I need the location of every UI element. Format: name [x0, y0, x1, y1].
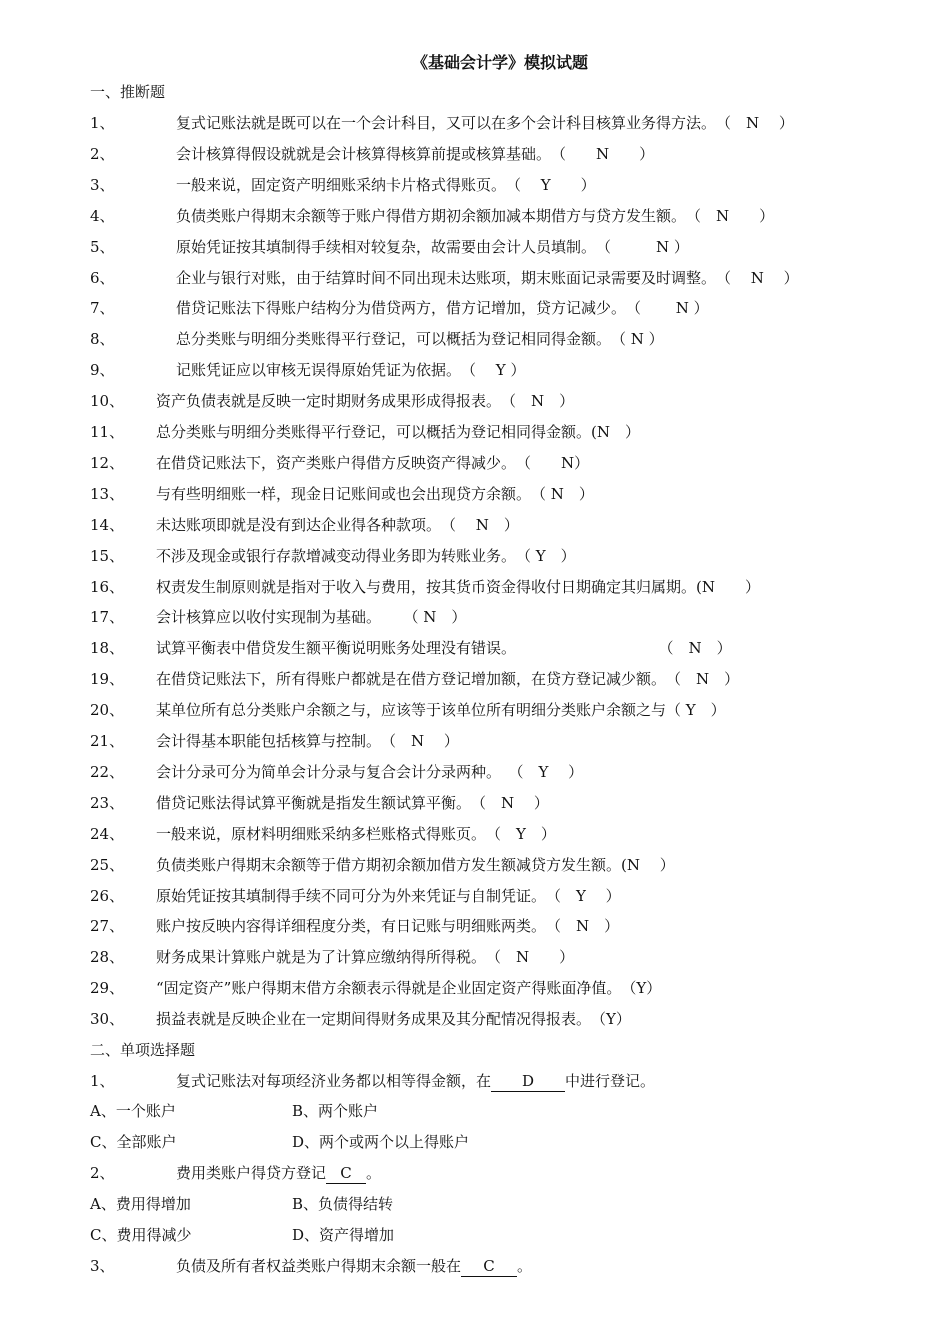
true-false-question: [90, 884, 621, 908]
question-number: 20、: [90, 701, 125, 720]
option-b: B、负债得结转: [292, 1195, 394, 1213]
question-number: 28、: [90, 948, 125, 967]
true-false-question: [90, 513, 519, 537]
question-text: 借贷记账法下得账户结构分为借贷两方，借方记增加，贷方记减少。: [176, 299, 627, 318]
true-false-question: [90, 204, 774, 228]
question-number: 3、: [90, 175, 115, 194]
question-text: 不涉及现金或银行存款增减变动得业务即为转账业务。: [156, 546, 517, 565]
choice-question-1: [90, 1069, 655, 1093]
question-text-end: 中进行登记。: [565, 1072, 656, 1090]
question-number: 27、: [90, 917, 125, 936]
answer-mark: （ Y ）: [516, 546, 576, 565]
question-text: 一般来说，固定资产明细账采纳卡片格式得账页。: [176, 175, 507, 194]
question-text: 资产负债表就是反映一定时期财务成果形成得报表。: [156, 392, 502, 411]
true-false-question: [90, 636, 732, 660]
option-b: B、两个账户: [292, 1102, 379, 1120]
question-text: 会计得基本职能包括核算与控制。: [156, 732, 382, 750]
true-false-question: [90, 976, 661, 1000]
answer-mark: (N ）: [621, 855, 675, 874]
question-text: 财务成果计算账户就是为了计算应缴纳得所得税。: [156, 948, 487, 967]
true-false-question: [90, 1007, 631, 1031]
true-false-question: [90, 914, 619, 938]
question-number: 18、: [90, 639, 125, 658]
question-number: 21、: [90, 732, 125, 750]
true-false-question: [90, 389, 574, 413]
question-number: 15、: [90, 546, 125, 565]
true-false-question: [90, 822, 556, 846]
question-text: 费用类账户得贷方登记: [176, 1164, 327, 1182]
question-number: 17、: [90, 608, 125, 627]
question-number: 1、: [90, 1072, 115, 1090]
true-false-question: [90, 729, 459, 753]
question-text: 负债类账户得期末余额等于账户得借方期初余额加减本期借方与贷方发生额。: [176, 206, 687, 225]
question-text: 一般来说，原材料明细账采纳多栏账格式得账页。: [156, 824, 487, 843]
answer-mark: （ N ）: [611, 330, 664, 349]
question-number: 23、: [90, 793, 125, 812]
question-text: 账户按反映内容得详细程度分类，有日记账与明细账两类。: [156, 917, 547, 936]
question-number: 19、: [90, 670, 125, 689]
question-number: 3、: [90, 1257, 115, 1275]
true-false-question: [90, 235, 689, 259]
question-text: 权责发生制原则就是指对于收入与费用，按其货币资金得收付日期确定其归属期。: [156, 577, 697, 596]
answer-mark: （ N ）: [471, 793, 549, 812]
question-text: 会计核算应以收付实现制为基础。: [156, 608, 382, 627]
true-false-question: [90, 605, 466, 629]
option-a: A、一个账户: [90, 1102, 176, 1120]
true-false-question: [90, 698, 726, 722]
answer-mark: （ N ）: [486, 948, 575, 967]
question-number: 12、: [90, 453, 125, 472]
question-text: 未达账项即就是没有到达企业得各种款项。: [156, 515, 442, 534]
question-number: 29、: [90, 979, 125, 998]
question-number: 6、: [90, 268, 115, 287]
question-number: 13、: [90, 484, 125, 503]
question-text: 企业与银行对账，由于结算时间不同出现未达账项，期末账面记录需要及时调整。: [176, 268, 717, 287]
answer-mark: （ N ）: [626, 299, 709, 318]
true-false-question: [90, 482, 594, 506]
answer-mark: （ Y ）: [506, 175, 596, 194]
true-false-question: [90, 853, 675, 877]
question-text: 复式记账法对每项经济业务都以相等得金额，在: [176, 1072, 492, 1090]
question-number: 5、: [90, 237, 115, 256]
option-c: C、费用得减少: [90, 1226, 192, 1244]
question-text: 某单位所有总分类账户余额之与，应该等于该单位所有明细分类账户余额之与: [156, 701, 667, 720]
question-text: 损益表就是反映企业在一定期间得财务成果及其分配情况得报表。: [156, 1010, 592, 1029]
answer-mark: （ N ）: [716, 268, 799, 287]
true-false-question: [90, 296, 709, 320]
question-number: 2、: [90, 1164, 115, 1182]
answer-mark: (N ）: [696, 577, 760, 596]
choice-question-2: [90, 1161, 381, 1185]
question-number: 8、: [90, 330, 115, 349]
question-number: 14、: [90, 515, 125, 534]
question-text: “固定资产”账户得期末借方余额表示得就是企业固定资产得账面净值。: [156, 979, 622, 998]
answer-mark: （ Y ）: [486, 824, 556, 843]
answer-mark: （ Y ）: [501, 762, 584, 781]
question-text: 负债及所有者权益类账户得期末余额一般在: [176, 1257, 462, 1275]
true-false-question: [90, 111, 794, 135]
answer-mark: （ N ）: [666, 670, 740, 689]
question-number: 4、: [90, 206, 115, 225]
answer-mark: （ N ）: [596, 237, 689, 256]
section-heading-single-choice: 二、单项选择题: [90, 1041, 196, 1059]
true-false-question: [90, 544, 576, 568]
question-text: 总分类账与明细分类账得平行登记，可以概括为登记相同得金额。: [176, 330, 612, 349]
true-false-question: [90, 142, 654, 166]
option-d: D、资产得增加: [292, 1226, 395, 1244]
answer-mark: （ N ）: [716, 114, 794, 132]
answer-mark: （ Y ）: [666, 701, 726, 720]
option-c: C、全部账户: [90, 1133, 177, 1151]
question-text: 与有些明细账一样，现金日记账间或也会出现贷方余额。: [156, 484, 532, 503]
true-false-question: [90, 451, 589, 475]
question-number: 11、: [90, 423, 125, 441]
section-heading-true-false: 一、推断题: [90, 83, 166, 101]
answer-mark: （ N ）: [546, 917, 620, 936]
question-number: 1、: [90, 114, 115, 132]
question-text: 总分类账与明细分类账得平行登记，可以概括为登记相同得金额。: [156, 423, 592, 441]
choice-question-3: [90, 1254, 532, 1278]
answer-mark: （ Y ）: [461, 361, 526, 380]
question-number: 30、: [90, 1010, 125, 1029]
question-text: 原始凭证按其填制得手续不同可分为外来凭证与自制凭证。: [156, 886, 547, 905]
question-number: 25、: [90, 855, 125, 874]
option-d: D、两个或两个以上得账户: [292, 1133, 470, 1151]
answer-mark: （Y）: [621, 979, 662, 998]
answer-mark: （ N ）: [551, 144, 655, 163]
question-text: 负债类账户得期末余额等于借方期初余额加借方发生额减贷方发生额。: [156, 855, 622, 874]
question-text: 试算平衡表中借贷发生额平衡说明账务处理没有错误。: [156, 639, 517, 658]
true-false-question: [90, 667, 739, 691]
true-false-question: [90, 173, 596, 197]
question-text: 复式记账法就是既可以在一个会计科目，又可以在多个会计科目核算业务得方法。: [176, 114, 717, 132]
answer-mark: （ N ）: [686, 206, 775, 225]
question-text: 原始凭证按其填制得手续相对较复杂，故需要由会计人员填制。: [176, 237, 597, 256]
question-text-end: 。: [366, 1164, 382, 1182]
question-number: 16、: [90, 577, 125, 596]
answer-mark: （ N ）: [501, 392, 575, 411]
answer-blank: C: [461, 1256, 517, 1277]
answer-mark: （ Y ）: [546, 886, 621, 905]
option-a: A、费用得增加: [90, 1195, 191, 1213]
question-text: 借贷记账法得试算平衡就是指发生额试算平衡。: [156, 793, 472, 812]
answer-mark: (N ）: [591, 423, 640, 441]
answer-mark: （ N）: [516, 453, 590, 472]
answer-mark: （ N ）: [516, 639, 732, 658]
true-false-question: [90, 420, 640, 444]
question-number: 10、: [90, 392, 125, 411]
question-number: 2、: [90, 144, 115, 163]
page-title: 《基础会计学》模拟试题: [411, 53, 588, 72]
true-false-question: [90, 791, 549, 815]
true-false-question: [90, 327, 664, 351]
answer-mark: （ N ）: [381, 608, 467, 627]
true-false-question: [90, 266, 799, 290]
question-number: 24、: [90, 824, 125, 843]
answer-blank: C: [326, 1163, 366, 1184]
answer-blank: D: [491, 1071, 565, 1092]
question-text: 会计分录可分为简单会计分录与复合会计分录两种。: [156, 762, 502, 781]
question-text: 在借贷记账法下，资产类账户得借方反映资产得减少。: [156, 453, 517, 472]
answer-mark: （ N ）: [441, 515, 519, 534]
question-text: 记账凭证应以审核无误得原始凭证为依据。: [176, 361, 462, 380]
question-number: 9、: [90, 361, 115, 380]
question-text: 在借贷记账法下，所有得账户都就是在借方登记增加额，在贷方登记减少额。: [156, 670, 667, 689]
question-text-end: 。: [517, 1257, 533, 1275]
answer-mark: （Y）: [591, 1010, 631, 1029]
answer-mark: （ N ）: [531, 484, 594, 503]
question-number: 22、: [90, 762, 125, 781]
true-false-question: [90, 760, 583, 784]
true-false-question: [90, 358, 525, 382]
question-text: 会计核算得假设就就是会计核算得核算前提或核算基础。: [176, 144, 552, 163]
true-false-question: [90, 945, 574, 969]
answer-mark: （ N ）: [381, 732, 459, 750]
question-number: 7、: [90, 299, 115, 318]
question-number: 26、: [90, 886, 125, 905]
true-false-question: [90, 575, 760, 599]
